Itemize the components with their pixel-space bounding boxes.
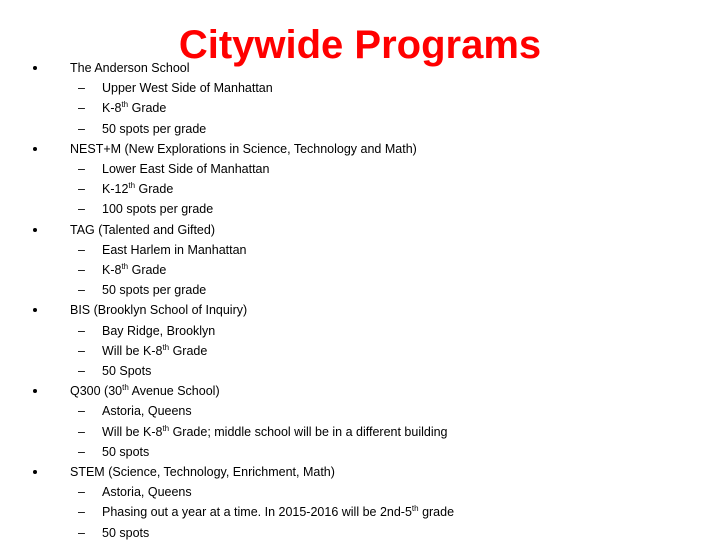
superscript: th — [121, 100, 129, 110]
program-detail — [78, 80, 273, 96]
bullet-icon — [33, 470, 37, 474]
dash-bullet: – — [78, 323, 85, 338]
program-name-text: STEM (Science, Technology, Enrichment, Math) — [70, 465, 335, 479]
program-detail — [78, 444, 149, 460]
dash-bullet: – — [78, 182, 85, 197]
dash-bullet: – — [78, 81, 85, 96]
detail-text: East Harlem in Manhattan — [102, 242, 247, 257]
bullet-icon — [33, 228, 37, 232]
bullet-icon — [33, 308, 37, 312]
slide-title: Citywide Programs — [178, 23, 542, 67]
program-detail — [78, 525, 149, 541]
program-name — [70, 60, 190, 76]
dash-bullet: – — [78, 101, 85, 116]
program-name — [70, 222, 215, 238]
detail-text: 50 spots — [102, 444, 150, 459]
program-name — [70, 383, 220, 399]
dash-bullet: – — [78, 525, 85, 540]
program-detail — [78, 242, 247, 258]
dash-bullet: – — [78, 404, 85, 419]
detail-text: Will be K-8 — [102, 424, 163, 439]
superscript: th — [162, 342, 170, 352]
detail-text: 50 Spots — [102, 364, 152, 378]
dash-bullet: – — [78, 485, 85, 500]
superscript: th — [122, 383, 129, 393]
detail-text: 50 spots per grade — [102, 121, 207, 136]
detail-text: Grade — [169, 343, 208, 358]
dash-bullet: – — [78, 444, 85, 459]
detail-text: Astoria, Queens — [102, 404, 192, 419]
dash-bullet: – — [78, 242, 85, 257]
program-detail — [78, 403, 192, 419]
detail-text: 50 spots — [102, 525, 150, 540]
program-name — [70, 302, 247, 318]
detail-text: Lower East Side of Manhattan — [102, 162, 270, 176]
dash-bullet: – — [78, 162, 85, 176]
program-detail — [78, 504, 454, 520]
detail-text: K-8 — [102, 263, 122, 277]
detail-text: Upper West Side of Manhattan — [102, 81, 273, 96]
detail-text: Phasing out a year at a time. In 2015-2016 will be 2nd-5 — [102, 505, 412, 520]
bullet-icon — [33, 66, 37, 70]
dash-bullet: – — [78, 364, 85, 378]
program-detail — [78, 100, 166, 116]
dash-bullet: – — [78, 121, 85, 136]
detail-text: Will be K-8 — [102, 343, 163, 358]
bullet-icon — [33, 389, 37, 393]
superscript: th — [162, 423, 170, 433]
dash-bullet: – — [78, 343, 85, 358]
program-name-text: Q300 (30 — [70, 384, 123, 399]
dash-bullet: – — [78, 505, 85, 520]
dash-bullet: – — [78, 424, 85, 439]
program-detail — [78, 262, 166, 278]
program-detail — [78, 201, 213, 217]
program-detail — [78, 424, 448, 440]
program-detail — [78, 121, 206, 137]
detail-text: Grade — [128, 101, 167, 116]
dash-bullet: – — [78, 263, 85, 277]
program-detail — [78, 161, 269, 177]
detail-text: 100 spots per grade — [102, 202, 214, 217]
program-detail — [78, 181, 173, 197]
detail-text: K-8 — [102, 101, 122, 116]
detail-text: 50 spots per grade — [102, 283, 207, 298]
dash-bullet: – — [78, 283, 85, 298]
detail-text: Astoria, Queens — [102, 485, 192, 500]
program-detail — [78, 323, 215, 339]
superscript: th — [411, 504, 419, 514]
program-detail — [78, 363, 151, 379]
superscript: th — [121, 262, 129, 271]
detail-text: Grade — [128, 263, 167, 277]
program-detail — [78, 282, 206, 298]
bullet-icon — [33, 147, 37, 151]
program-detail — [78, 343, 207, 359]
detail-text: Grade; middle school will be in a different building — [169, 424, 448, 439]
program-name-text: NEST+M (New Explorations in Science, Technology and Math) — [70, 141, 417, 156]
program-name-text: The Anderson School — [70, 61, 190, 75]
superscript: th — [128, 181, 136, 191]
detail-text: K-12 — [102, 182, 129, 197]
program-name-text: BIS (Brooklyn School of Inquiry) — [70, 303, 248, 318]
detail-text: Grade — [135, 182, 174, 197]
detail-text: grade — [418, 505, 455, 520]
program-name — [70, 141, 417, 157]
program-name-text: Avenue School) — [128, 384, 220, 399]
program-name — [70, 464, 335, 480]
dash-bullet: – — [78, 202, 85, 217]
detail-text: Bay Ridge, Brooklyn — [102, 323, 216, 338]
program-name-text: TAG (Talented and Gifted) — [70, 222, 215, 237]
program-detail — [78, 484, 192, 500]
